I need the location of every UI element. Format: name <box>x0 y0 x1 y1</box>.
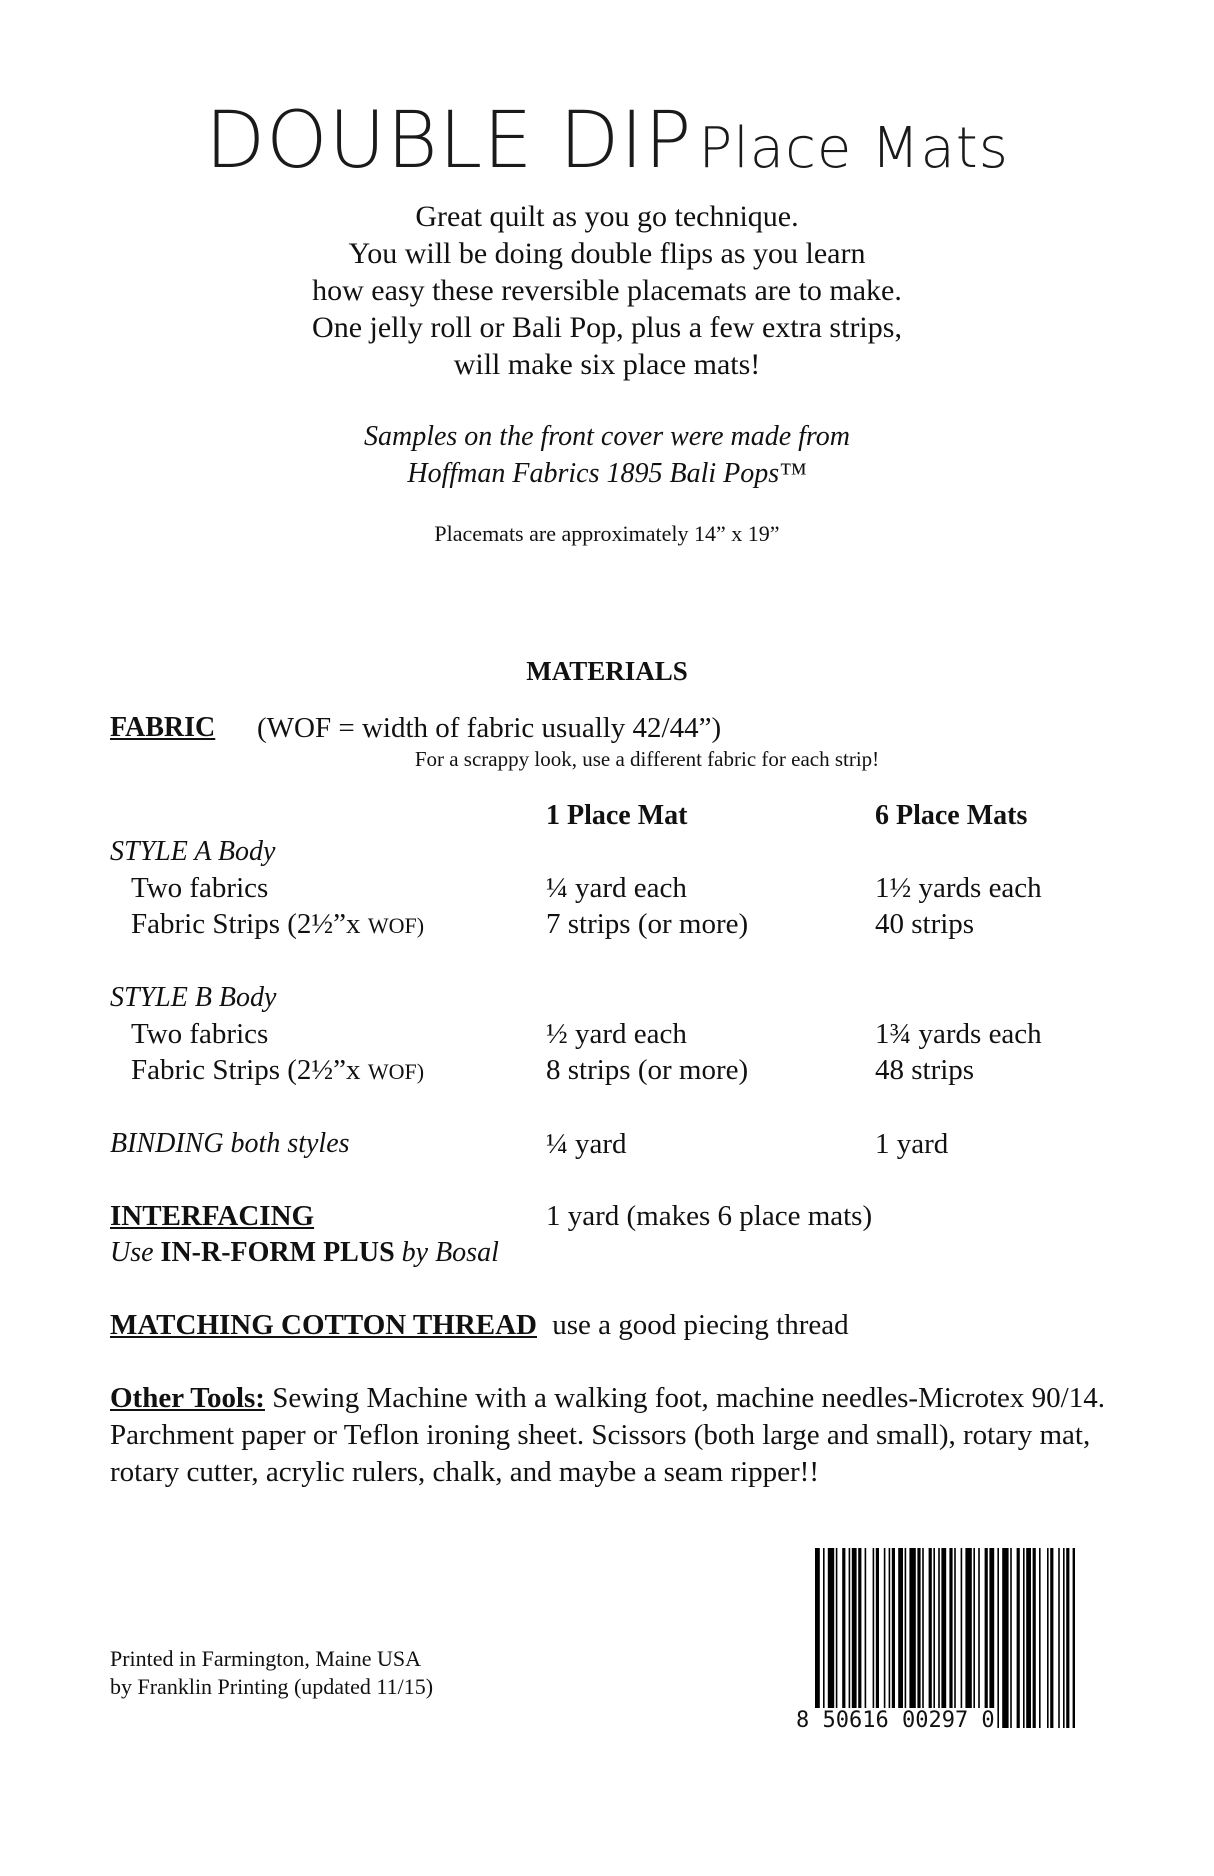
thread-heading: MATCHING COTTON THREAD <box>110 1309 537 1341</box>
intro-line: how easy these reversible placemats are to make. <box>312 274 902 307</box>
samples-line: Hoffman Fabrics 1895 Bali Pops™ <box>407 458 807 489</box>
interfacing-value: 1 yard (makes 6 place mats) <box>546 1200 873 1232</box>
barcode-image <box>815 1548 1075 1728</box>
binding-one: ¼ yard <box>546 1128 627 1160</box>
thread-line <box>110 1309 849 1342</box>
printed-line: by Franklin Printing (updated 11/15) <box>110 1674 434 1699</box>
wof-label: WOF) <box>367 1059 425 1084</box>
intro-line: Great quilt as you go technique. <box>415 200 799 233</box>
thread-text: use a good piecing thread <box>552 1309 849 1341</box>
tools-heading: Other Tools: <box>110 1382 265 1414</box>
samples-note <box>0 418 1214 492</box>
style-a-six: 1½ yards each <box>875 872 1042 904</box>
scrappy-note <box>0 747 1214 772</box>
strips-label: Fabric Strips (2½”x <box>131 908 361 940</box>
style-b-six: 48 strips <box>875 1054 975 1086</box>
product-name: IN-R-FORM PLUS <box>160 1237 395 1268</box>
style-b-label: STYLE B Body <box>110 982 277 1013</box>
style-b-six: 1¾ yards each <box>875 1018 1042 1050</box>
intro-line: You will be doing double flips as you learn <box>348 237 866 270</box>
samples-line: Samples on the front cover were made from <box>363 421 851 452</box>
binding-six: 1 yard <box>875 1128 949 1160</box>
style-b-one: ½ yard each <box>546 1018 687 1050</box>
style-b-item: Two fabrics <box>131 1018 269 1050</box>
wof-label: WOF) <box>367 913 425 938</box>
tools-text: Sewing Machine with a walking foot, machine needles-Microtex 90/14. Parchment paper or Teflon ironing sheet. Scissors (both large and small), rotary mat, rotary cutter, acrylic rulers, chalk, and maybe a seam ripper!! <box>110 1382 1105 1488</box>
intro-text <box>0 198 1214 383</box>
product-brand: by Bosal <box>401 1237 499 1268</box>
wof-note: (WOF = width of fabric usually 42/44”) <box>257 712 722 744</box>
style-a-one: 7 strips (or more) <box>546 908 749 940</box>
use-prefix: Use <box>110 1237 154 1268</box>
style-b-one: 8 strips (or more) <box>546 1054 749 1086</box>
scrappy-text: For a scrappy look, use a different fabric for each strip! <box>414 747 880 771</box>
binding-label: BINDING both styles <box>110 1128 350 1159</box>
document-title <box>0 96 1214 186</box>
style-a-one: ¼ yard each <box>546 872 687 904</box>
intro-line: will make six place mats! <box>453 348 761 381</box>
printed-info <box>110 1645 433 1701</box>
interfacing-product <box>110 1237 499 1269</box>
size-note: Placemats are approximately 14” x 19” <box>434 521 780 546</box>
strips-label: Fabric Strips (2½”x <box>131 1054 361 1086</box>
style-a-six: 40 strips <box>875 908 975 940</box>
fabric-heading: FABRIC <box>110 712 216 743</box>
intro-line: One jelly roll or Bali Pop, plus a few extra strips, <box>312 311 902 344</box>
materials-heading: MATERIALS <box>526 656 688 686</box>
style-a-item: Two fabrics <box>131 872 269 904</box>
style-a-label: STYLE A Body <box>110 836 276 867</box>
printed-line: Printed in Farmington, Maine USA <box>110 1646 422 1671</box>
other-tools <box>110 1380 1110 1491</box>
title-main: DOUBLE DIP <box>205 96 693 186</box>
interfacing-heading: INTERFACING <box>110 1200 315 1232</box>
style-b-item <box>131 1054 424 1087</box>
title-sub: Place Mats <box>698 116 1009 181</box>
col-header-1-mat: 1 Place Mat <box>546 800 688 831</box>
barcode-digits: 8 50616 00297 0 <box>796 1708 995 1733</box>
style-a-item <box>131 908 424 941</box>
col-header-6-mats: 6 Place Mats <box>875 800 1028 831</box>
